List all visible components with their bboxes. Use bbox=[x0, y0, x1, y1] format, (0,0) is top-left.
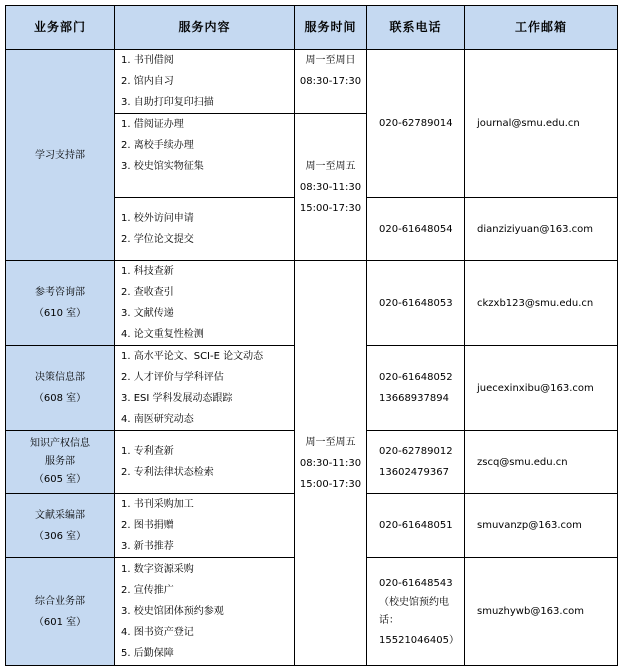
phone-cell bbox=[367, 431, 465, 494]
time-days: 周一至周五 bbox=[305, 160, 356, 172]
dept-name: 服务部 bbox=[45, 456, 75, 467]
email-address: journal@smu.edu.cn bbox=[477, 118, 580, 129]
phone-cell bbox=[367, 198, 465, 261]
phone-number: 020-61648054 bbox=[379, 223, 453, 235]
header-content: 服务内容 bbox=[115, 6, 295, 50]
email-cell bbox=[465, 431, 618, 494]
dept-name: 知识产权信息 bbox=[30, 438, 90, 449]
time-cell bbox=[295, 114, 367, 261]
phone-cell bbox=[367, 494, 465, 558]
content-item: 5. 后勤保障 bbox=[121, 648, 174, 659]
content-item: 4. 论文重复性检测 bbox=[121, 329, 204, 340]
header-dept: 业务部门 bbox=[6, 6, 115, 50]
content-item: 1. 科技查新 bbox=[121, 266, 174, 277]
phone-cell bbox=[367, 50, 465, 198]
header-email: 工作邮箱 bbox=[465, 6, 618, 50]
content-item: 2. 专利法律状态检索 bbox=[121, 467, 214, 478]
phone-number: 020-62789012 bbox=[379, 446, 453, 457]
dept-general bbox=[6, 558, 115, 666]
dept-room: （601 室） bbox=[33, 616, 87, 628]
dept-name: 文献采编部 bbox=[35, 509, 85, 521]
dept-name: 参考咨询部 bbox=[35, 287, 85, 298]
time-hours: 08:30-11:30 bbox=[299, 457, 362, 469]
dept-name: 学习支持部 bbox=[35, 149, 85, 161]
content-item: 3. 校史馆实物征集 bbox=[121, 161, 204, 172]
phone-mobile: 13602479367 bbox=[379, 467, 449, 478]
phone-cell bbox=[367, 558, 465, 666]
service-table-container bbox=[5, 5, 617, 667]
content-cell bbox=[115, 558, 295, 666]
content-item: 3. 新书推荐 bbox=[121, 541, 174, 552]
dept-acquisition bbox=[6, 494, 115, 558]
time-hours: 15:00-17:30 bbox=[299, 478, 362, 490]
time-cell-shared bbox=[295, 261, 367, 666]
dept-room: （605 室） bbox=[33, 474, 87, 485]
table-row bbox=[6, 261, 618, 346]
phone-note: （校史馆预约电话： bbox=[379, 596, 449, 626]
email-address: zscq@smu.edu.cn bbox=[477, 456, 568, 468]
email-address: smuvanzp@163.com bbox=[477, 520, 582, 531]
time-hours: 08:30-17:30 bbox=[299, 76, 362, 87]
phone-mobile: 13668937894 bbox=[379, 393, 449, 404]
email-address: smuzhywb@163.com bbox=[477, 606, 584, 617]
content-cell bbox=[115, 50, 295, 114]
content-item: 1. 书刊借阅 bbox=[121, 55, 174, 66]
content-item: 4. 南医研究动态 bbox=[121, 414, 194, 425]
content-item: 2. 离校手续办理 bbox=[121, 140, 194, 151]
dept-study bbox=[6, 50, 115, 261]
phone-cell bbox=[367, 346, 465, 431]
dept-reference bbox=[6, 261, 115, 346]
email-cell bbox=[465, 198, 618, 261]
time-hours: 15:00-17:30 bbox=[299, 202, 362, 214]
time-hours: 08:30-11:30 bbox=[299, 181, 362, 193]
content-cell bbox=[115, 261, 295, 346]
content-cell bbox=[115, 346, 295, 431]
table-row bbox=[6, 50, 618, 114]
time-days: 周一至周五 bbox=[305, 436, 356, 448]
email-address: juecexinxibu@163.com bbox=[477, 382, 594, 394]
content-cell bbox=[115, 114, 295, 198]
content-item: 3. 校史馆团体预约参观 bbox=[121, 606, 224, 617]
content-cell bbox=[115, 431, 295, 494]
content-cell bbox=[115, 494, 295, 558]
dept-room: （610 室） bbox=[33, 308, 87, 319]
dept-decision bbox=[6, 346, 115, 431]
content-item: 1. 书刊采购加工 bbox=[121, 499, 194, 510]
content-item: 1. 校外访问申请 bbox=[121, 213, 194, 224]
phone-number: 020-61648053 bbox=[379, 297, 453, 309]
email-cell bbox=[465, 346, 618, 431]
dept-room: （608 室） bbox=[33, 393, 87, 404]
content-item: 3. ESI 学科发展动态跟踪 bbox=[121, 393, 233, 404]
content-item: 2. 人才评价与学科评估 bbox=[121, 372, 224, 383]
email-cell bbox=[465, 558, 618, 666]
content-item: 1. 借阅证办理 bbox=[121, 119, 184, 130]
email-address: dianziziyuan@163.com bbox=[477, 223, 593, 235]
content-item: 2. 馆内自习 bbox=[121, 76, 174, 87]
content-item: 2. 图书捐赠 bbox=[121, 520, 174, 531]
content-item: 2. 查收查引 bbox=[121, 287, 174, 298]
service-table bbox=[5, 5, 618, 666]
phone-number: 020-61648051 bbox=[379, 520, 453, 531]
content-item: 3. 自助打印复印扫描 bbox=[121, 97, 214, 108]
email-cell bbox=[465, 261, 618, 346]
dept-name: 决策信息部 bbox=[35, 372, 85, 383]
phone-number: 020-62789014 bbox=[379, 118, 453, 129]
phone-museum: 15521046405） bbox=[379, 634, 459, 646]
content-item: 3. 文献传递 bbox=[121, 308, 174, 319]
dept-ip bbox=[6, 431, 115, 494]
header-row bbox=[6, 6, 618, 50]
content-item: 2. 学位论文提交 bbox=[121, 234, 194, 245]
email-cell bbox=[465, 50, 618, 198]
content-item: 1. 专利查新 bbox=[121, 446, 174, 457]
email-cell bbox=[465, 494, 618, 558]
phone-number: 020-61648543 bbox=[379, 577, 453, 589]
phone-number: 020-61648052 bbox=[379, 372, 453, 383]
phone-cell bbox=[367, 261, 465, 346]
time-cell bbox=[295, 50, 367, 114]
dept-name: 综合业务部 bbox=[35, 595, 85, 607]
header-phone: 联系电话 bbox=[367, 6, 465, 50]
dept-room: （306 室） bbox=[33, 530, 87, 542]
email-address: ckzxb123@smu.edu.cn bbox=[477, 297, 594, 309]
content-item: 4. 图书资产登记 bbox=[121, 627, 194, 638]
content-item: 1. 数字资源采购 bbox=[121, 564, 194, 575]
content-cell bbox=[115, 198, 295, 261]
content-item: 2. 宣传推广 bbox=[121, 585, 174, 596]
content-item: 1. 高水平论文、SCI-E 论文动态 bbox=[121, 351, 264, 362]
time-days: 周一至周日 bbox=[305, 55, 356, 66]
header-time: 服务时间 bbox=[295, 6, 367, 50]
